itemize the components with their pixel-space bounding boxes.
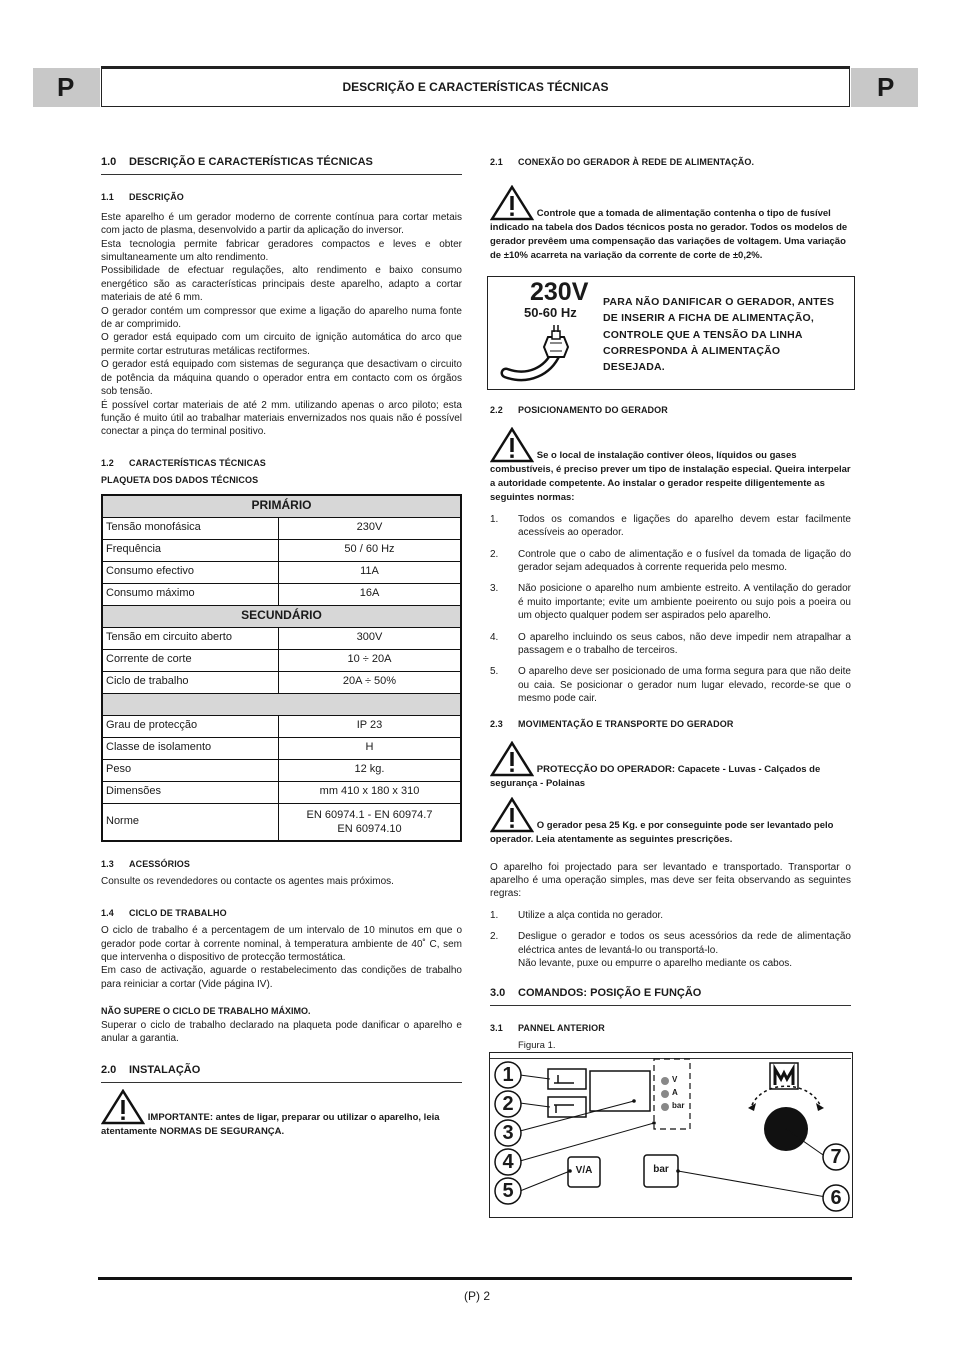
- language-tab-left: P: [33, 68, 100, 107]
- table-row: Corrente de corte 10 ÷ 20A: [102, 649, 461, 671]
- list-item: 5. O aparelho deve ser posicionado de uma forma segura para que não deite ou caia. Se posicionar o gerador num lugar elevado, recorde-se que o mesmo pode cair.: [490, 666, 851, 705]
- right-column-lower: [490, 398, 851, 1059]
- paragraph: Este aparelho é um gerador moderno de corrente contínua para cortar metais com jacto de plasma, desenvolvido a partir da aplicação do inversor.: [101, 211, 462, 237]
- section-2-2-heading: 2.2 POSICIONAMENTO DO GERADOR: [490, 405, 668, 415]
- led-label-bar: bar: [672, 1101, 685, 1110]
- fuse-warning: Controle que a tomada de alimentação contenha o tipo de fusível indicado na tabela dos Dados técnicos posta no gerador. Todos os modelos de gerador prevêem uma compensação das variações de voltagem. Uma variação de ±10% acarreta na variação da corrente de corte de ±0,2%.: [490, 185, 851, 262]
- warning-triangle-icon: [490, 427, 534, 463]
- plug-voltage: 230V: [530, 278, 589, 306]
- page-number: (P) 2: [463, 1289, 490, 1303]
- table-row: Frequência 50 / 60 Hz: [102, 539, 461, 561]
- technical-data-table: [101, 494, 462, 843]
- table-row: Dimensões mm 410 x 180 x 310: [102, 781, 461, 803]
- section-3-1-heading: 3.1 PANNEL ANTERIOR: [490, 1022, 605, 1033]
- bar-button: bar: [653, 1164, 669, 1175]
- paragraph: O ciclo de trabalho é a percentagem de um intervalo de 10 minutos em que o gerador pode cortar à corrente nominal, à temperatura ambiente de 40˚ C, sem que intervenha o dispositivo de protecção termostática.: [101, 925, 462, 964]
- list-item: 2. Controle que o cabo de alimentação e o fusível da tomada de ligação do gerador sejam adequados à corrente requerida pelo mesmo.: [490, 548, 851, 574]
- section-1-1-heading: 1.1 DESCRIÇÃO: [101, 192, 184, 203]
- blank-header: [102, 693, 461, 715]
- table-row: Ciclo de trabalho 20A ÷ 50%: [102, 671, 461, 693]
- paragraph: Esta tecnologia permite fabricar geradores compactos e leves e obter simultaneamente um alto rendimento.: [101, 238, 462, 264]
- section-1-4-heading: 1.4 CICLO DE TRABALHO: [101, 907, 227, 918]
- section-2-1-heading: 2.1 CONEXÃO DO GERADOR À REDE DE ALIMENTAÇÃO.: [490, 157, 755, 167]
- installation-warning: IMPORTANTE: antes de ligar, preparar ou utilizar o aparelho, leia atentamente NORMAS DE SEGURANÇA.: [101, 1089, 462, 1139]
- secondary-header: SECUNDÁRIO: [102, 605, 461, 627]
- table-row: Classe de isolamento H: [102, 737, 461, 759]
- paragraph: Consulte os revendedores ou contacte os agentes mais próximos.: [101, 876, 394, 888]
- section-1-1-body: [101, 211, 462, 439]
- left-column: [101, 150, 462, 1139]
- plate-subheading: PLAQUETA DOS DADOS TÉCNICOS: [101, 475, 259, 486]
- section-2-3-heading: 2.3 MOVIMENTAÇÃO E TRANSPORTE DO GERADOR: [490, 718, 734, 729]
- section-2-heading: 2.0 INSTALAÇÃO: [101, 1058, 462, 1083]
- table-row: Peso 12 kg.: [102, 759, 461, 781]
- list-item: 2. Desligue o gerador e todos os seus acessórios da rede de alimentação eléctrica antes de levantá-lo ou transportá-lo. Não levante, puxe ou empurre o aparelho mediante os cabos.: [490, 931, 851, 970]
- positioning-warning: Se o local de instalação contiver óleos, líquidos ou gases combustíveis, é preciso prever um tipo de instalação especial. Queira interpelar a autoridade competente. Ao instalar o gerador respeite diligentemente as seguintes normas:: [490, 427, 851, 504]
- section-1-2-heading: 1.2 CARACTERÍSTICAS TÉCNICAS: [101, 457, 266, 468]
- table-row: Grau de protecção IP 23: [102, 715, 461, 737]
- table-row: Norme EN 60974.1 - EN 60974.7 EN 60974.10: [102, 803, 461, 841]
- paragraph: O aparelho foi projectado para ser levantado e transportado. Transportar o aparelho é uma operação simples, mas deve ser feita observando as seguintes regras:: [490, 861, 851, 900]
- list-item: 1. Todos os comandos e ligações do aparelho devem estar facilmente acessíveis ao operador.: [490, 513, 851, 539]
- plug-frequency: 50-60 Hz: [524, 305, 577, 320]
- language-tab-right: P: [851, 68, 918, 107]
- led-label-v: V: [672, 1075, 678, 1084]
- page-title: DESCRIÇÃO E CARACTERÍSTICAS TÉCNICAS: [101, 66, 850, 107]
- table-row: Consumo máximo 16A: [102, 583, 461, 605]
- weight-warning: O gerador pesa 25 Kg. e por conseguinte pode ser levantado pelo operador. Leia atentamente as seguintes prescrições.: [490, 797, 851, 847]
- led-label-a: A: [672, 1088, 678, 1097]
- front-panel-figure: [489, 1052, 853, 1218]
- paragraph: O gerador está equipado com sistemas de segurança que desactivam o circuito de potência da máquina quando o operador entra em contacto com os órgãos sob tensão.: [101, 359, 462, 398]
- duty-cycle-warning: NÃO SUPERE O CICLO DE TRABALHO MÁXIMO.: [101, 1006, 311, 1017]
- warning-triangle-icon: [101, 1089, 145, 1125]
- transport-list: [490, 909, 851, 971]
- paragraph: O gerador está equipado com um circuito de ignição automática do arco que permite cortar estruturas metálicas rectiformes.: [101, 332, 462, 357]
- section-3-heading: 3.0 COMANDOS: POSIÇÃO E FUNÇÃO: [490, 981, 851, 1006]
- paragraph: O gerador contém um compressor que exime a ligação do aparelho numa fonte de ar comprimido.: [101, 305, 462, 331]
- callout-5: 5: [502, 1180, 514, 1202]
- primary-header: PRIMÁRIO: [102, 495, 461, 518]
- warning-triangle-icon: [490, 185, 534, 221]
- paragraph: É possível cortar materiais de até 2 mm. utilizando apenas o arco piloto; esta função é muito útil ao trabalhar materiais envernizados nos quais não é possível conectar a pinça do terminal positivo.: [101, 399, 462, 438]
- section-1-heading: 1.0 DESCRIÇÃO E CARACTERÍSTICAS TÉCNICAS: [101, 150, 462, 175]
- callout-6: 6: [830, 1187, 842, 1209]
- va-button: V/A: [575, 1165, 593, 1176]
- voltage-warning-box: [487, 276, 855, 390]
- callout-2: 2: [502, 1093, 514, 1115]
- positioning-list: [490, 513, 851, 706]
- table-row: Tensão em circuito aberto 300V: [102, 627, 461, 649]
- list-item: 4. O aparelho incluindo os seus cabos, não deve impedir nem atrapalhar a passagem e o trabalho de terceiros.: [490, 631, 851, 657]
- list-item: 3. Não posicione o aparelho num ambiente estreito. A ventilação do gerador é muito importante; evite um ambiente poeirento ou sujo pois a poeira ou um objecto qualquer podem ser aspirados pelo aparelho.: [490, 583, 851, 622]
- list-item: 1. Utilize a alça contida no gerador.: [490, 909, 664, 921]
- paragraph: Em caso de activação, aguarde o restabelecimento das condições de trabalho para reiniciar a cortar (Vide página IV).: [101, 965, 462, 990]
- front-panel-drawing: [490, 1053, 852, 1217]
- callout-1: 1: [502, 1064, 514, 1086]
- footer-rule: [98, 1277, 852, 1280]
- table-row: Tensão monofásica 230V: [102, 517, 461, 539]
- callout-4: 4: [502, 1151, 514, 1173]
- table-row: Consumo efectivo 11A: [102, 561, 461, 583]
- paragraph: Possibilidade de efectuar regulações, alto rendimento e baixo consumo energético são as características principais deste aparelho, adapto a cortar materiais de até 6 mm.: [101, 265, 462, 304]
- paragraph: Superar o ciclo de trabalho declarado na plaqueta pode danificar o aparelho e anular a garantia.: [101, 1019, 462, 1045]
- warning-triangle-icon: [490, 797, 534, 833]
- section-1-3-heading: 1.3 ACESSÓRIOS: [101, 859, 191, 870]
- callout-7: 7: [830, 1146, 842, 1168]
- plug-warning-text: PARA NÃO DANIFICAR O GERADOR, ANTES DE INSERIR A FICHA DE ALIMENTAÇÃO, CONTROLE QUE A TENSÃO DA LINHA CORRESPONDA À ALIMENTAÇÃO DESEJADA.: [603, 296, 835, 374]
- power-plug-icon: [498, 321, 588, 387]
- callout-3: 3: [502, 1122, 514, 1144]
- warning-triangle-icon: [490, 741, 534, 777]
- right-column: [490, 150, 851, 263]
- figure-label: Figura 1.: [490, 1039, 851, 1058]
- protection-warning: PROTECÇÃO DO OPERADOR: Capacete - Luvas - Calçados de segurança - Polainas: [490, 741, 851, 791]
